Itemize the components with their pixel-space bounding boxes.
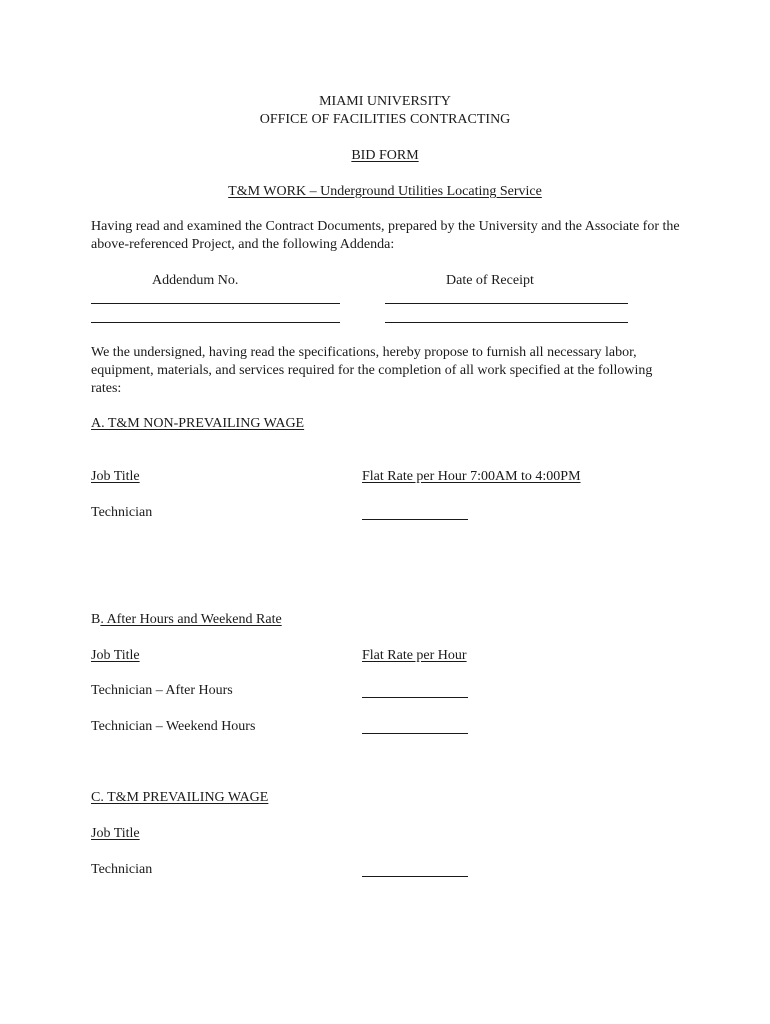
section-b-heading <box>91 611 282 629</box>
section-c-technician-rate-blank[interactable] <box>362 876 468 877</box>
form-title-text: BID FORM <box>351 148 419 163</box>
date-of-receipt-line-1[interactable] <box>385 303 628 304</box>
section-b-letter: B <box>91 612 101 627</box>
form-title <box>0 147 770 165</box>
date-of-receipt-line-2[interactable] <box>385 322 628 323</box>
university-name: MIAMI UNIVERSITY <box>319 94 451 109</box>
intro-paragraph: Having read and examined the Contract Documents, prepared by the University and the Associate for the above-referenced Project, and the following Addenda: <box>91 219 680 252</box>
section-c-heading <box>91 789 268 807</box>
section-b-heading-text: . After Hours and Weekend Rate <box>100 612 282 627</box>
section-b-rate-text: Flat Rate per Hour <box>362 648 467 663</box>
section-c-job-title-text: Job Title <box>91 826 140 841</box>
section-c-heading-text: C. T&M PREVAILING WAGE <box>91 790 269 805</box>
section-a-heading-text: A. T&M NON-PREVAILING WAGE <box>91 416 305 431</box>
section-b-after-hours-rate-blank[interactable] <box>362 697 468 698</box>
date-of-receipt-label: Date of Receipt <box>446 273 534 288</box>
section-a-heading <box>91 415 304 433</box>
section-c-technician-label: Technician <box>91 862 153 877</box>
section-a-technician-label: Technician <box>91 505 153 520</box>
project-title-text: T&M WORK – Underground Utilities Locating Service <box>228 184 542 199</box>
section-a-rate-header <box>362 468 581 486</box>
section-a-job-title-header <box>91 468 140 486</box>
section-a-technician-rate-blank[interactable] <box>362 519 468 520</box>
office-name: OFFICE OF FACILITIES CONTRACTING <box>259 112 511 127</box>
section-a-job-title-text: Job Title <box>91 469 140 484</box>
section-a-rate-text: Flat Rate per Hour 7:00AM to 4:00PM <box>362 469 581 484</box>
section-b-job-title-header <box>91 647 140 665</box>
addendum-number-label: Addendum No. <box>152 273 239 288</box>
section-c-job-title-header <box>91 825 140 843</box>
proposal-paragraph: We the undersigned, having read the specifications, hereby propose to furnish all necessary labor, equipment, materials, and services required for the completion of all work specified at the following rates: <box>91 345 653 396</box>
section-b-weekend-label: Technician – Weekend Hours <box>91 719 256 734</box>
addendum-number-line-2[interactable] <box>91 322 340 323</box>
addendum-number-line-1[interactable] <box>91 303 340 304</box>
project-title <box>0 183 770 201</box>
section-b-after-hours-label: Technician – After Hours <box>91 683 233 698</box>
section-b-rate-header <box>362 647 467 665</box>
section-b-job-title-text: Job Title <box>91 648 140 663</box>
section-b-weekend-rate-blank[interactable] <box>362 733 468 734</box>
